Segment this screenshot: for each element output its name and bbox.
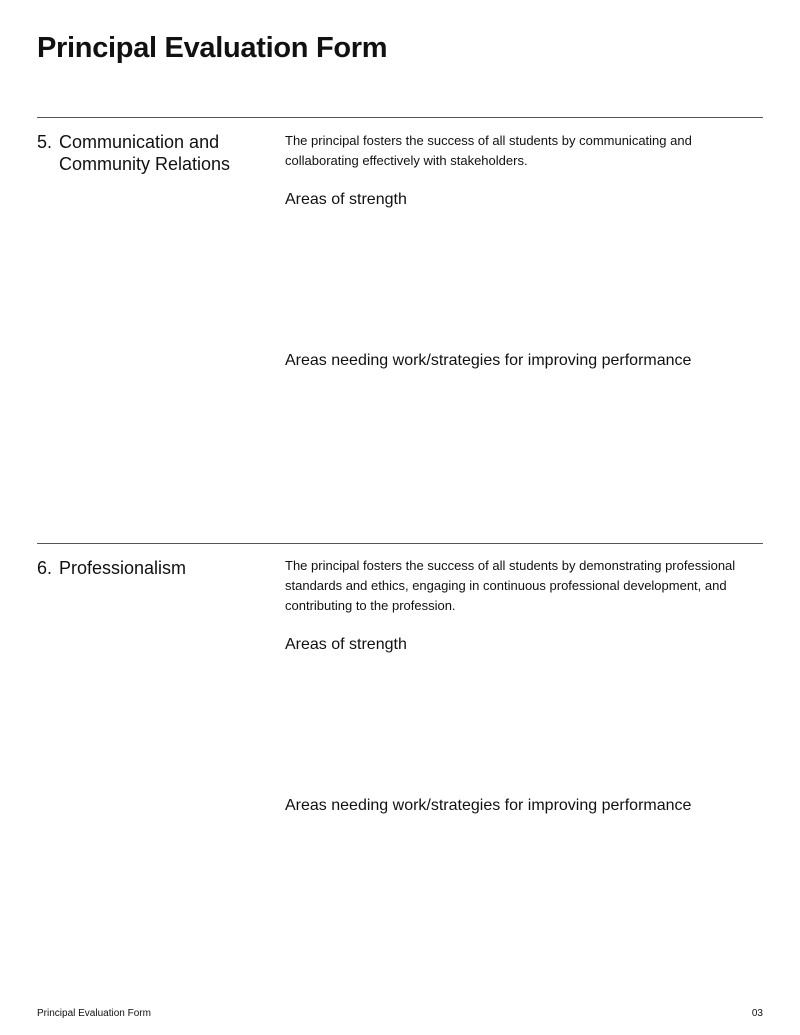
page-title: Principal Evaluation Form [37, 32, 388, 64]
improvement-label: Areas needing work/strategies for improving performance [285, 352, 692, 369]
section-number: 6. [37, 558, 53, 578]
section-heading-professionalism [37, 557, 267, 579]
section-name: Communication and Community Relations [59, 132, 231, 174]
section-heading-communication [37, 131, 267, 175]
strength-label: Areas of strength [285, 191, 407, 208]
improvement-label: Areas needing work/strategies for improving performance [285, 797, 692, 814]
strength-label: Areas of strength [285, 636, 407, 653]
section-description: The principal fosters the success of all students by communicating and collaborating effectively with stakeholders. [285, 133, 692, 168]
section-divider [37, 543, 763, 544]
page-number: 03 [751, 1008, 763, 1019]
section-divider [37, 117, 763, 118]
section-description: The principal fosters the success of all students by demonstrating professional standards and ethics, engaging in continuous professional development, and contributing to the profession. [285, 558, 736, 613]
section-number: 5. [37, 132, 53, 152]
section-name: Professionalism [59, 558, 187, 578]
footer-title: Principal Evaluation Form [37, 1008, 151, 1019]
